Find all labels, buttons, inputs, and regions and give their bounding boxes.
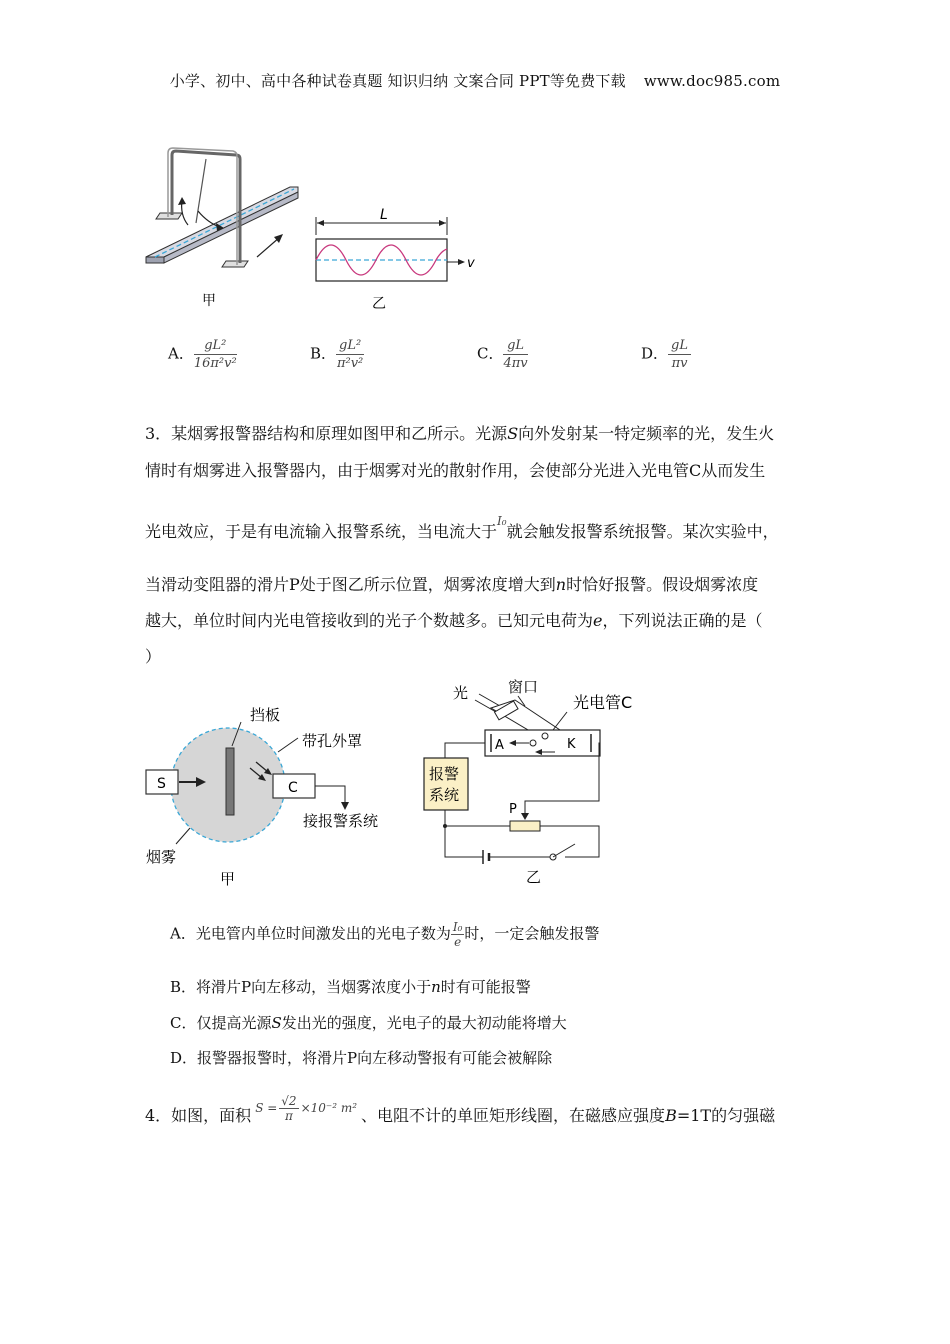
- svg-text:A: A: [495, 738, 504, 753]
- svg-text:系统: 系统: [429, 786, 460, 804]
- svg-text:窗口: 窗口: [508, 678, 539, 696]
- svg-text:挡板: 挡板: [250, 706, 281, 724]
- svg-text:K: K: [567, 737, 576, 752]
- baffle: [226, 748, 234, 815]
- svg-text:烟雾: 烟雾: [146, 848, 177, 866]
- page-header: [0, 70, 950, 91]
- svg-text:S: S: [157, 776, 166, 792]
- q2-option-d[interactable]: D． $\frac{gL}{\pi v}$: [641, 338, 691, 371]
- svg-text:光: 光: [453, 684, 469, 702]
- svg-text:报警: 报警: [429, 765, 460, 783]
- rheostat: [510, 821, 540, 831]
- q4-formula: S = $\frac{√2}{\pi}$ ×10⁻² m²: [255, 1094, 358, 1123]
- q3-line-3: 光电效应，于是有电流输入报警系统，当电流大于$^{I_0}$就会触发报警系统报警。某次实验中，: [145, 514, 779, 541]
- q2-option-c[interactable]: C． $\frac{gL}{4\pi v}$: [477, 338, 528, 371]
- q2-option-a[interactable]: A． $\frac{\text{gL²}}{\text{16π²v²}}$: [168, 338, 237, 371]
- svg-text:光电管C: 光电管C: [573, 693, 633, 712]
- q3-option-d[interactable]: D．报警器报警时，将滑片P向左移动警报有可能会被解除: [170, 1049, 553, 1067]
- q3-option-c[interactable]: C．仅提高光源S发出光的强度，光电子的最大初动能将增大: [170, 1014, 567, 1032]
- q3-line-6: ）: [145, 647, 162, 666]
- q2-option-b[interactable]: B． $\frac{\text{gL²}}{\text{π²v²}}$: [310, 338, 364, 371]
- q3-line-4: 当滑动变阻器的滑片P处于图乙所示位置，烟雾浓度增大到n时恰好报警。假设烟雾浓度: [145, 575, 759, 594]
- q3-line-2: 情时有烟雾进入报警器内，由于烟雾对光的散射作用，会使部分光进入光电管C从而发生: [145, 461, 766, 480]
- q3-option-b[interactable]: B．将滑片P向左移动，当烟雾浓度小于n时有可能报警: [170, 978, 531, 996]
- label-jia-top: 甲: [202, 293, 216, 309]
- figure-rope-wave: [140, 145, 480, 320]
- label-yi-top: 乙: [372, 296, 386, 312]
- svg-text:甲: 甲: [220, 870, 236, 888]
- svg-text:C: C: [288, 780, 298, 796]
- svg-text:接报警系统: 接报警系统: [303, 812, 379, 830]
- q3-line-5: 越大，单位时间内光电管接收到的光子个数越多。已知元电荷为e，下列说法正确的是（: [145, 611, 763, 630]
- header-right: www.doc985.com: [643, 72, 781, 90]
- svg-text:带孔外罩: 带孔外罩: [302, 732, 363, 750]
- q3-option-a[interactable]: A．光电管内单位时间激发出的光电子数为 $\frac{\text{I₀}}{e}$ 时，一定会触发报警: [170, 920, 600, 949]
- figure-circuit: [415, 672, 655, 890]
- q4-line-1: 4．如图，面积 S = $\frac{√2}{\pi}$ ×10⁻² m² 、电阻不计的单匝矩形线圈，在磁感应强度B=1T的匀强磁: [145, 1094, 776, 1125]
- svg-text:乙: 乙: [526, 868, 542, 886]
- label-v: v: [467, 256, 475, 271]
- svg-text:P: P: [509, 802, 517, 817]
- figure-smoke-detector: [140, 698, 400, 888]
- label-L: L: [380, 207, 388, 223]
- board-top: [146, 187, 298, 257]
- q3-line-1: 3．某烟雾报警器结构和原理如图甲和乙所示。光源S向外发射某一特定频率的光，发生火: [145, 424, 775, 443]
- header-left: 小学、初中、高中各种试卷真题 知识归纳 文案合同 PPT等免费下载: [169, 72, 626, 90]
